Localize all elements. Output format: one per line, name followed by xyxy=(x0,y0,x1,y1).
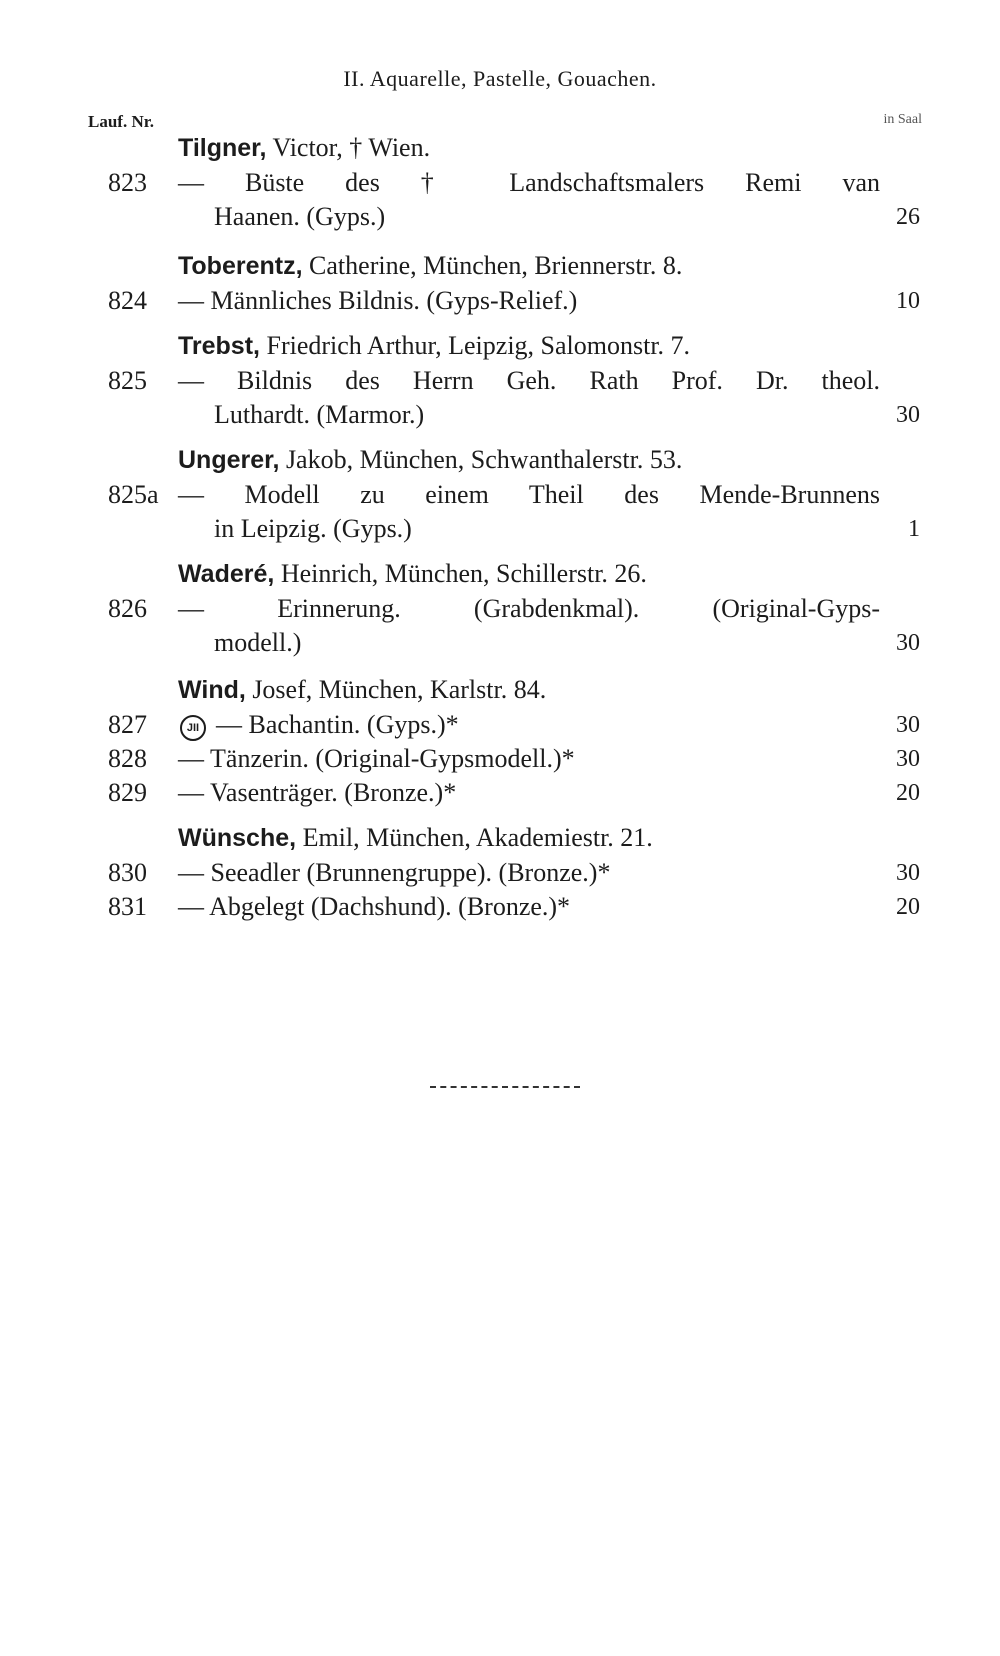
entry-price: 1 xyxy=(908,516,920,542)
entry-number: 828 xyxy=(108,744,147,773)
entry-line xyxy=(0,398,1000,432)
entry-title: — Männliches Bildnis. (Gyps-Relief.) xyxy=(178,286,578,315)
artist-details: Jakob, München, Schwanthalerstr. 53. xyxy=(279,445,683,474)
entry-number: 823 xyxy=(108,168,147,197)
catalog-entry xyxy=(0,284,1000,318)
artist-group xyxy=(0,556,1000,660)
entry-line xyxy=(0,708,1000,742)
artist-details: Victor, † Wien. xyxy=(266,133,431,162)
entry-price: 10 xyxy=(896,288,920,314)
artist-name: Trebst, xyxy=(178,332,260,360)
artist-details: Josef, München, Karlstr. 84. xyxy=(245,675,547,704)
catalog-entry xyxy=(0,708,1000,742)
entry-price: 26 xyxy=(896,204,920,230)
entry-price: 30 xyxy=(896,402,920,428)
circled-mark-icon: JII xyxy=(180,715,206,741)
entry-title-continued: Luthardt. (Marmor.) xyxy=(214,400,425,429)
artist-heading xyxy=(0,130,1000,166)
artist-name: Wind, xyxy=(178,676,246,704)
entry-price: 30 xyxy=(896,860,920,886)
entry-number: 826 xyxy=(108,594,147,623)
column-header-lauf-nr: Lauf. Nr. xyxy=(88,112,154,131)
column-header-saal: in Saal xyxy=(883,112,922,127)
entry-number: 830 xyxy=(108,858,147,887)
artist-group xyxy=(0,130,1000,234)
artist-name: Wünsche, xyxy=(178,824,297,852)
entry-title-continued: in Leipzig. (Gyps.) xyxy=(214,514,412,543)
end-rule xyxy=(430,1086,580,1088)
entry-line xyxy=(0,856,1000,890)
entry-title-continued: Haanen. (Gyps.) xyxy=(214,202,386,231)
entry-title: — Modell zu einem Theil des Mende-Brunnens xyxy=(178,480,880,509)
entry-line xyxy=(0,626,1000,660)
entry-line xyxy=(0,478,1000,512)
entry-price: 30 xyxy=(896,630,920,656)
artist-name: Waderé, xyxy=(178,560,275,588)
artist-group xyxy=(0,328,1000,432)
entry-title: — Bachantin. (Gyps.)* xyxy=(216,710,459,739)
entry-title: — Büste des † Landschaftsmalers Remi van xyxy=(178,168,880,197)
artist-group xyxy=(0,248,1000,318)
entry-number: 831 xyxy=(108,892,147,921)
entry-title: — Seeadler (Brunnengruppe). (Bronze.)* xyxy=(178,858,611,887)
entry-line xyxy=(0,200,1000,234)
entry-line xyxy=(0,166,1000,200)
artist-name: Toberentz, xyxy=(178,252,303,280)
entry-price: 30 xyxy=(896,712,920,738)
entry-title: — Erinnerung. (Grabdenkmal). (Original-Gyps- xyxy=(178,594,880,623)
artist-details: Emil, München, Akademiestr. 21. xyxy=(296,823,653,852)
entry-number: 827 xyxy=(108,710,147,739)
entry-line xyxy=(0,890,1000,924)
artist-name: Ungerer, xyxy=(178,446,280,474)
artist-heading xyxy=(0,820,1000,856)
catalog-entry xyxy=(0,478,1000,546)
artist-group xyxy=(0,442,1000,546)
entry-line xyxy=(0,364,1000,398)
artist-name: Tilgner, xyxy=(178,134,267,162)
catalog-entry xyxy=(0,890,1000,924)
catalog-entry xyxy=(0,856,1000,890)
entry-line xyxy=(0,742,1000,776)
running-head: II. Aquarelle, Pastelle, Gouachen. xyxy=(343,66,657,91)
artist-heading xyxy=(0,248,1000,284)
artist-details: Catherine, München, Briennerstr. 8. xyxy=(302,251,683,280)
entry-number: 825a xyxy=(108,480,159,509)
entry-number: 824 xyxy=(108,286,147,315)
entry-line xyxy=(0,284,1000,318)
entry-title: — Bildnis des Herrn Geh. Rath Prof. Dr. theol. xyxy=(178,366,880,395)
artist-heading xyxy=(0,328,1000,364)
entry-line xyxy=(0,776,1000,810)
entry-title: — Abgelegt (Dachshund). (Bronze.)* xyxy=(178,892,571,921)
entry-price: 30 xyxy=(896,746,920,772)
entry-title-continued: modell.) xyxy=(214,628,302,657)
catalog-entry xyxy=(0,776,1000,810)
catalog-entry xyxy=(0,166,1000,234)
artist-heading xyxy=(0,556,1000,592)
catalog-entry xyxy=(0,742,1000,776)
entry-title: — Tänzerin. (Original-Gypsmodell.)* xyxy=(178,744,575,773)
entry-price: 20 xyxy=(896,894,920,920)
entry-line xyxy=(0,512,1000,546)
entry-number: 825 xyxy=(108,366,147,395)
catalog-entries xyxy=(0,130,1000,934)
entry-line xyxy=(0,592,1000,626)
entry-price: 20 xyxy=(896,780,920,806)
entry-title: — Vasenträger. (Bronze.)* xyxy=(178,778,457,807)
catalog-entry xyxy=(0,592,1000,660)
artist-group xyxy=(0,672,1000,810)
artist-heading xyxy=(0,672,1000,708)
entry-number: 829 xyxy=(108,778,147,807)
artist-details: Heinrich, München, Schillerstr. 26. xyxy=(274,559,647,588)
artist-details: Friedrich Arthur, Leipzig, Salomonstr. 7. xyxy=(259,331,691,360)
artist-group xyxy=(0,820,1000,924)
artist-heading xyxy=(0,442,1000,478)
catalog-entry xyxy=(0,364,1000,432)
